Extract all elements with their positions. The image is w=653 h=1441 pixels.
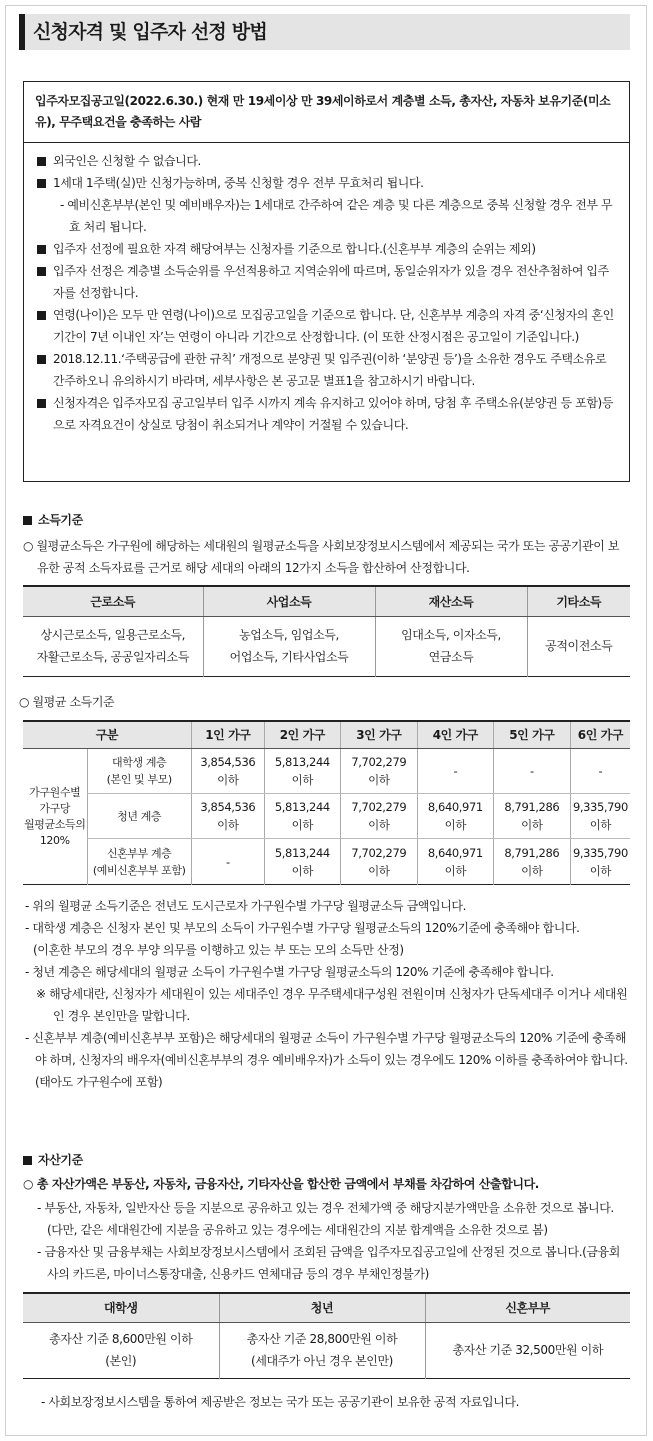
list-item: 입주자 선정은 계층별 소득순위를 우선적용하고 지역순위에 따르며, 동일순위자가 있을 경우 전산추첨하여 입주자를 선정합니다. — [36, 260, 617, 304]
income-notes — [23, 895, 630, 1093]
monthly-income-table — [23, 720, 630, 886]
asset-description: ○ 총 자산가액은 부동산, 자동차, 금융자산, 기타자산을 합산한 금액에서 부채를 차감하여 산출합니다. — [23, 1177, 539, 1191]
page-title: 신청자격 및 입주자 선정 방법 — [33, 21, 267, 43]
table-cell: 9,335,790 이하 — [570, 794, 630, 839]
table-cell: - — [570, 749, 630, 794]
asset-section — [23, 1150, 630, 1413]
note-item: - 부동산, 자동차, 일반자산 등을 지분으로 공유하고 있는 경우 전체가액 중 해당지분가액만을 소유한 것으로 봅니다. (다만, 같은 세대원간에 지분을 공유하고 있는 경우에는 세대원간의 지분 합계액을 소유한 것으로 봄) — [37, 1201, 614, 1237]
square-bullet-icon — [37, 399, 46, 408]
note-item: ※ 해당세대란, 신청자가 세대원이 있는 세대주인 경우 무주택세대구성원 전원이며 신청자가 단독세대주 이거나 세대원인 경우 본인만을 말합니다. — [36, 987, 628, 1023]
table-cell: 총자산 기준 28,800만원 이하 (세대주가 아닌 경우 본인만) — [219, 1322, 425, 1378]
income-types-table — [23, 585, 630, 677]
square-bullet-icon — [37, 245, 46, 254]
asset-table — [23, 1292, 630, 1379]
column-header: 3인 가구 — [340, 721, 417, 749]
table-cell: 8,640,971 이하 — [417, 794, 493, 839]
column-header: 6인 가구 — [570, 721, 630, 749]
note-item: - 위의 월평균 소득기준은 전년도 도시근로자 가구원수별 가구당 월평균소득 금액입니다. — [25, 899, 466, 913]
table-cell: 3,854,536 이하 — [191, 749, 264, 794]
group-label: 가구원수별 가구당 월평균소득의 120% — [24, 785, 86, 847]
square-bullet-icon — [23, 1156, 32, 1165]
row-label: 청년 계층 — [87, 794, 191, 839]
income-heading: 소득기준 — [23, 510, 630, 530]
income-section — [19, 510, 630, 1093]
table-row — [23, 616, 630, 676]
table-cell: 8,791,286 이하 — [493, 794, 570, 839]
row-label: 신혼부부 계층 (예비신혼부부 포함) — [87, 839, 191, 885]
asset-heading: 자산기준 — [23, 1150, 630, 1170]
square-bullet-icon — [37, 267, 46, 276]
square-bullet-icon — [37, 355, 46, 364]
table-cell: 3,854,536 이하 — [191, 794, 264, 839]
row-label: 대학생 계층 (본인 및 부모) — [87, 749, 191, 794]
square-bullet-icon — [37, 157, 46, 166]
table-cell: 총자산 기준 8,600만원 이하 (본인) — [49, 1332, 193, 1368]
table-cell: 임대소득, 이자소득, 연금소득 — [375, 616, 527, 676]
table-cell: 5,813,244 이하 — [264, 749, 340, 794]
eligibility-list — [24, 143, 629, 436]
list-item: 입주자 선정에 필요한 자격 해당여부는 신청자를 기준으로 합니다.(신혼부부 계층의 순위는 제외) — [36, 238, 617, 260]
square-bullet-icon — [23, 516, 32, 525]
column-header: 청년 — [219, 1293, 425, 1322]
list-item: 1세대 1주택(실)만 신청가능하며, 중복 신청할 경우 전부 무효처리 됩니다. — [36, 172, 617, 194]
table-cell: 5,813,244 이하 — [264, 839, 340, 885]
table-cell: 7,702,279 이하 — [340, 749, 417, 794]
table-cell: - — [417, 749, 493, 794]
eligibility-box — [23, 81, 630, 482]
table-cell: 7,702,279 이하 — [340, 839, 417, 885]
asset-footer-note: - 사회보장정보시스템을 통하여 제공받은 정보는 국가 또는 공공기관이 보유한 공적 자료입니다. — [41, 1394, 519, 1409]
list-item: 외국인은 신청할 수 없습니다. — [36, 150, 617, 172]
table-row — [23, 1322, 630, 1378]
table-cell: 5,813,244 이하 — [264, 794, 340, 839]
note-item: - 청년 계층은 해당세대의 월평균 소득이 가구원수별 가구당 월평균소득의 120% 기준에 충족해야 합니다. — [25, 965, 554, 979]
table-cell: 7,702,279 이하 — [340, 794, 417, 839]
column-header: 사업소득 — [203, 586, 375, 616]
table-row — [23, 839, 630, 885]
table-row — [23, 749, 630, 794]
table-cell: 총자산 기준 32,500만원 이하 — [425, 1322, 630, 1378]
column-header: 5인 가구 — [493, 721, 570, 749]
column-header: 근로소득 — [23, 586, 203, 616]
table-row — [23, 794, 630, 839]
table-cell: - — [493, 749, 570, 794]
column-header: 대학생 — [23, 1293, 219, 1322]
column-header: 구분 — [23, 721, 191, 749]
column-header: 4인 가구 — [417, 721, 493, 749]
table-cell: 공적이전소득 — [527, 616, 630, 676]
note-item: - 대학생 계층은 신청자 본인 및 부모의 소득이 가구원수별 가구당 월평균소득의 120%기준에 충족해야 합니다. — [25, 921, 580, 935]
list-item: 2018.12.11.‘주택공급에 관한 규칙’ 개정으로 분양권 및 입주권(이하 ‘분양권 등’)을 소유한 경우도 주택소유로 간주하오니 유의하시기 바라며, 세부사항은 본 공고문 별표1을 참고하시기 바랍니다. — [36, 348, 617, 392]
table-cell: 8,640,971 이하 — [417, 839, 493, 885]
column-header: 신혼부부 — [425, 1293, 630, 1322]
square-bullet-icon — [37, 311, 46, 320]
asset-notes — [23, 1197, 630, 1285]
square-bullet-icon — [37, 179, 46, 188]
title-bar — [19, 14, 630, 50]
table-cell: 상시근로소득, 일용근로소득, 자활근로소득, 공공일자리소득 — [36, 628, 189, 664]
table-cell: 농업소득, 임업소득, 어업소득, 기타사업소득 — [203, 616, 375, 676]
note-item: - 금융자산 및 금융부채는 사회보장정보시스템에서 조회된 금액을 입주자모집공고일에 산정된 것으로 봅니다.(금융회사의 카드론, 마이너스통장대출, 신용카드 연체대금 등의 경우 부채인정불가) — [37, 1245, 620, 1281]
income-description: ○ 월평균소득은 가구원에 해당하는 세대원의 월평균소득을 사회보장정보시스템에서 제공되는 국가 또는 공공기관이 보유한 공적 소득자료를 근거로 해당 세대의 아래의 12가지 소득을 합산하여 산정합니다. — [23, 539, 620, 575]
note-item: (이혼한 부모의 경우 부양 의무를 이행하고 있는 부 또는 모의 소득만 산정) — [33, 943, 404, 957]
column-header: 재산소득 — [375, 586, 527, 616]
note-item: - 신혼부부 계층(예비신혼부부 포함)은 해당세대의 월평균 소득이 가구원수별 가구당 월평균소득의 120% 기준에 충족해야 하며, 신청자의 배우자(예비신혼부부의 경우 예비배우자)가 소득이 있는 경우에도 120% 이하를 충족하여야 합니다. (태아도 가구원수에 포함) — [25, 1031, 628, 1089]
list-item: 신청자격은 입주자모집 공고일부터 입주 시까지 계속 유지하고 있어야 하며, 당첨 후 주택소유(분양권 등 포함)등으로 자격요건이 상실로 당첨이 취소되거나 계약이 거절될 수 있습니다. — [36, 392, 617, 436]
column-header: 2인 가구 — [264, 721, 340, 749]
column-header: 1인 가구 — [191, 721, 264, 749]
table-cell: 8,791,286 이하 — [493, 839, 570, 885]
table-cell: - — [191, 839, 264, 885]
eligibility-summary: 입주자모집공고일(2022.6.30.) 현재 만 19세이상 만 39세이하로서 계층별 소득, 총자산, 자동차 보유기준(미소유), 무주택요건을 충족하는 사람 — [24, 82, 629, 143]
list-sub-item: - 예비신혼부부(본인 및 예비배우자)는 1세대로 간주하여 같은 계층 및 다른 계층으로 중복 신청할 경우 전부 무효 처리 됩니다. — [60, 198, 613, 234]
column-header: 기타소득 — [527, 586, 630, 616]
table-cell: 9,335,790 이하 — [570, 839, 630, 885]
list-item: 연령(나이)은 모두 만 연령(나이)으로 모집공고일을 기준으로 합니다. 단, 신혼부부 계층의 자격 중‘신청자의 혼인기간이 7년 이내인 자’는 연령이 아니라 기간으로 산정합니다. (이 또한 산정시점은 공고일이 기준입니다.) — [36, 304, 617, 348]
monthly-income-heading: ○ 월평균 소득기준 — [19, 694, 115, 709]
